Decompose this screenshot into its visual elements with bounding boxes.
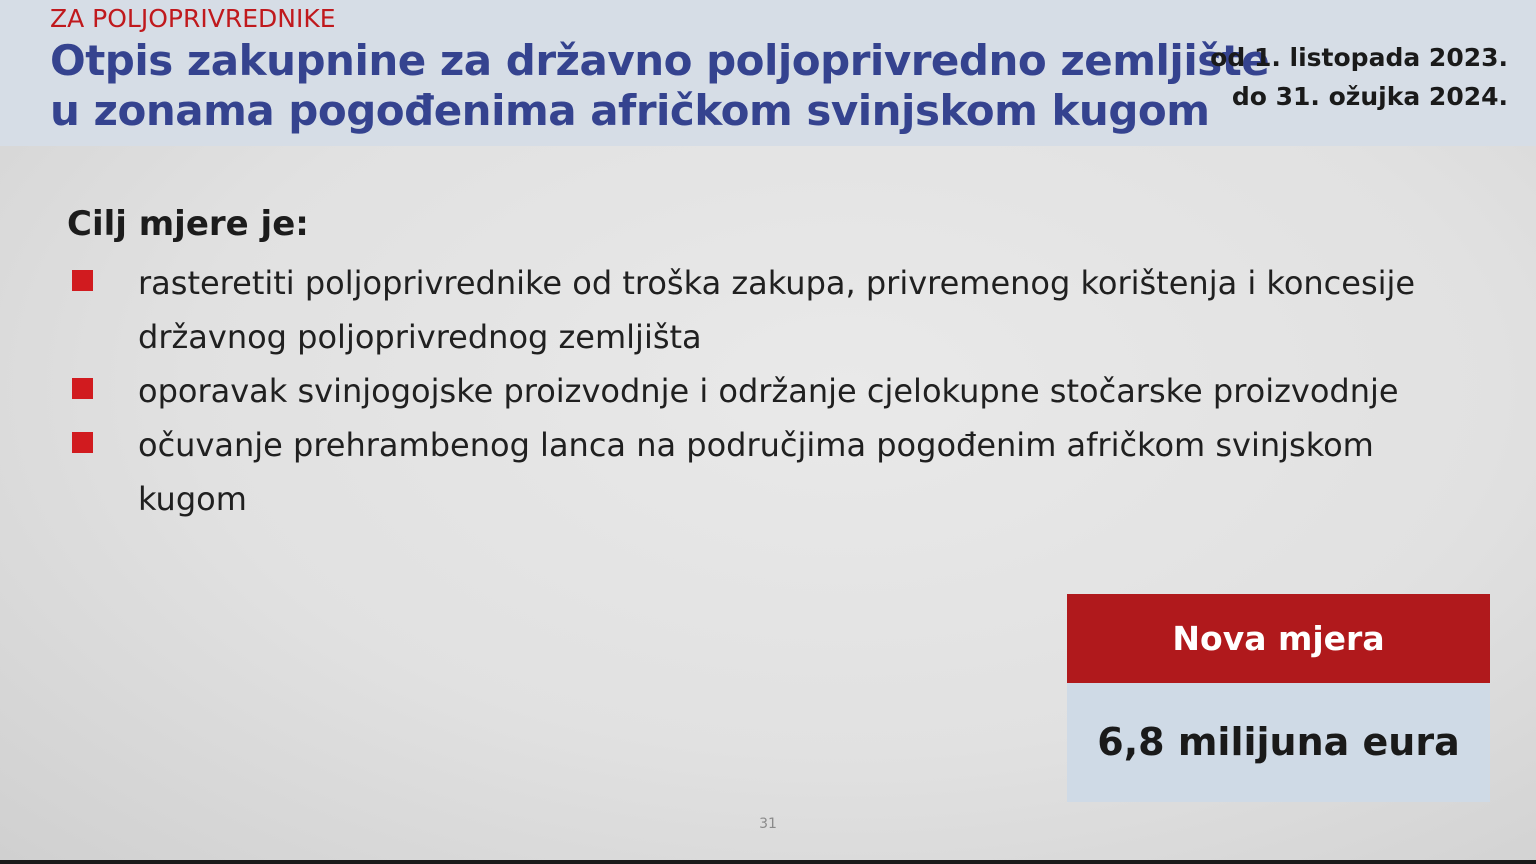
red-square-bullet-icon: [72, 378, 93, 399]
measure-box: [1067, 594, 1490, 802]
list-item-text: očuvanje prehrambenog lanca na područjima pogođenim afričkom svinjskom kugom: [138, 426, 1374, 518]
date-to: do 31. ožujka 2024.: [1231, 82, 1508, 111]
list-item-text: rasteretiti poljoprivrednike od troška zakupa, privremenog korištenja i koncesije državnog poljoprivrednog zemljišta: [138, 264, 1416, 356]
page-number: 31: [759, 816, 777, 832]
measure-label: Nova mjera: [1067, 594, 1490, 683]
goal-heading: Cilj mjere je:: [67, 204, 309, 244]
list-item-text: oporavak svinjogojske proizvodnje i održanje cjelokupne stočarske proizvodnje: [138, 372, 1399, 410]
list-item: [70, 256, 1470, 364]
slide-title: [50, 36, 1270, 136]
red-square-bullet-icon: [72, 270, 93, 291]
date-from: od 1. listopada 2023.: [1210, 43, 1508, 72]
list-item: [70, 418, 1470, 526]
measure-amount: 6,8 milijuna eura: [1067, 683, 1490, 802]
slide-header: [0, 0, 1536, 146]
slide-title-line-2: u zonama pogođenima afričkom svinjskom kugom: [50, 86, 1210, 135]
date-range: [1210, 38, 1508, 116]
slide-title-line-1: Otpis zakupnine za državno poljoprivredno zemljište: [50, 36, 1270, 85]
goal-list: [70, 256, 1470, 526]
section-kicker: ZA POLJOPRIVREDNIKE: [50, 4, 336, 33]
red-square-bullet-icon: [72, 432, 93, 453]
list-item: [70, 364, 1470, 418]
